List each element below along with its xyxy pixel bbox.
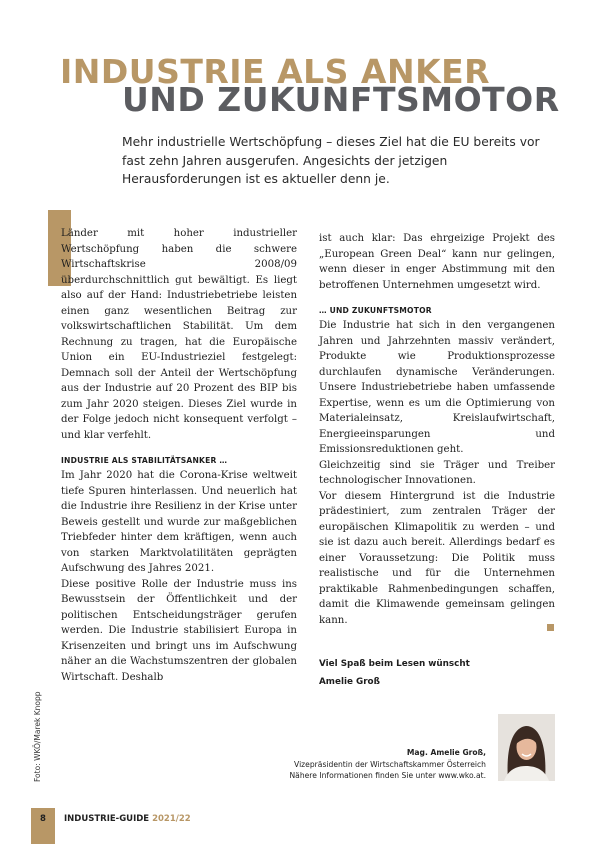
paragraph: Vor diesem Hintergrund ist die Industrie prädestiniert, zum zentralen Träger der europäischen Klimapolitik zu werden – und sie ist dazu auch bereit. Allerdings bedarf es einer Voraussetzung: Die Politik muss realistische und für die Unternehmen praktikable Rahmenbedingungen schaffen, damit die Klimawende gemeinsam gelingen kann. (319, 490, 555, 626)
intro-paragraph: Mehr industrielle Wertschöpfung – dieses Ziel hat die EU bereits vor fast zehn Jahren ausgerufen. Angesichts der jetzigen Herausforderungen ist es aktueller denn je. (122, 135, 540, 186)
signoff-greeting: Viel Spaß beim Lesen wünscht (319, 659, 470, 669)
footer-year: 2021/22 (152, 814, 191, 824)
title-line-1: INDUSTRIE ALS ANKER (60, 52, 491, 91)
caption-info: Nähere Informationen finden Sie unter www.wko.at. (289, 771, 486, 780)
footer-title (64, 814, 191, 824)
paragraph: Länder mit hoher industrieller Wertschöpfung haben die schwere Wirtschaftskrise 2008/09 überdurchschnittlich gut bewältigt. Es liegt also auf der Hand: Industriebetriebe leisten einen ganz wesentlichen Beitrag zur volkswirtschaftlichen Stabilität. Um dem Rechnung zu tragen, hat die Europäische Union ein EU-Industrieziel festgelegt: Demnach soll der Anteil der Wertschöpfung aus der Industrie auf 20 Prozent des BIP bis zum Jahr 2020 steigen. Dieses Ziel wurde in der Folge jedoch nicht konsequent verfolgt – und klar verfehlt. (61, 228, 297, 441)
page-number: 8 (40, 814, 46, 824)
paragraph: ist auch klar: Das ehrgeizige Projekt des „European Green Deal“ kann nur gelingen, wenn dieser in enger Abstimmung mit den betroffenen Unternehmen umgesetzt wird. (319, 233, 555, 291)
caption-name: Mag. Amelie Groß, (406, 748, 486, 757)
section-heading: … UND ZUKUNFTSMOTOR (319, 306, 432, 315)
portrait-caption (289, 747, 486, 782)
signoff (319, 655, 470, 691)
section-heading: INDUSTRIE ALS STABILITÄTSANKER … (61, 456, 228, 465)
paragraph: Die Industrie hat sich in den vergangenen Jahren und Jahrzehnten massiv verändert, Produkte wie Produktionsprozesse durchlaufen dynamische Veränderungen. Unsere Industriebetriebe haben umfassende Expertise, wenn es um die Optimierung von Materialeinsatz, Kreislaufwirtschaft, Energieeinsparungen und Emissionsreduktionen geht. (319, 320, 555, 455)
article-column-1 (61, 226, 297, 685)
paragraph: Gleichzeitig sind sie Träger und Treiber technologischer Innovationen. (319, 459, 555, 486)
paragraph: Diese positive Rolle der Industrie muss ins Bewusstsein der Öffentlichkeit und der politischen Entscheidungsträger gerufen werden. Die Industrie stabilisiert Europa in Krisenzeiten und bringt uns im Aufschwung näher an die Wachstumszentren der globalen Wirtschaft. Deshalb (61, 578, 297, 683)
paragraph: Im Jahr 2020 hat die Corona-Krise weltweit tiefe Spuren hinterlassen. Und neuerlich hat die Industrie ihre Resilienz in der Krise unter Beweis gestellt und wurde zur maßgeblichen Triebfeder hinter dem kräftigen, wenn auch von starken Marktvolatilitäten geprägten Aufschwung des Jahres 2021. (61, 470, 297, 574)
title-line-2: UND ZUKUNFTSMOTOR (122, 80, 560, 119)
photo-credit: Foto: WKÖ/Marek Knopp (33, 691, 42, 782)
footer-guide-name: INDUSTRIE-GUIDE (64, 814, 150, 824)
caption-role: Vizepräsidentin der Wirtschaftskammer Österreich (294, 759, 486, 769)
article-column-2 (319, 231, 555, 628)
signoff-name: Amelie Groß (319, 677, 380, 687)
end-mark-square (547, 624, 554, 631)
portrait-photo (498, 714, 555, 781)
